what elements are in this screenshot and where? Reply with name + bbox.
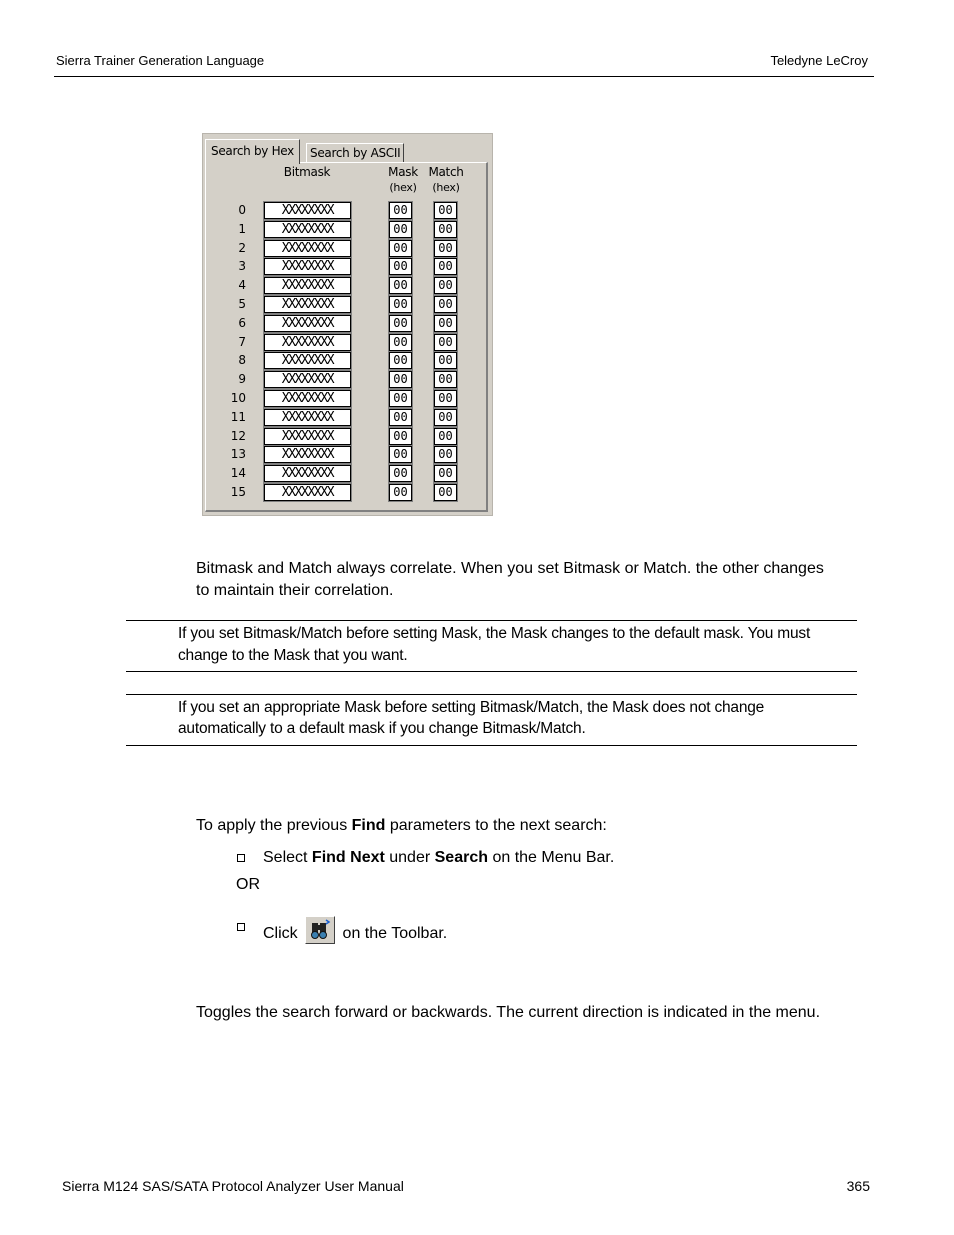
match-field[interactable]: 00 — [434, 390, 457, 407]
search-row — [202, 257, 493, 276]
search-row — [202, 370, 493, 389]
bullet1-checkbox-icon — [237, 854, 245, 862]
search-row — [202, 464, 493, 483]
search-row — [202, 314, 493, 333]
match-field[interactable]: 00 — [434, 484, 457, 501]
mask-field[interactable]: 00 — [389, 409, 412, 426]
mask-field[interactable]: 00 — [389, 202, 412, 219]
bullet2-pre: Click — [263, 925, 303, 942]
row-number: 9 — [238, 372, 246, 387]
bitmask-field[interactable]: XXXXXXXX — [264, 240, 351, 257]
search-row — [202, 389, 493, 408]
mask-header-label: Mask — [388, 165, 418, 179]
search-row — [202, 276, 493, 295]
bitmask-field[interactable]: XXXXXXXX — [264, 277, 351, 294]
row-number: 10 — [230, 391, 246, 405]
search-dialog-screenshot — [202, 133, 493, 516]
bullet1-post: on the Menu Bar. — [488, 849, 615, 866]
bitmask-field[interactable]: XXXXXXXX — [264, 334, 351, 351]
match-field[interactable]: 00 — [434, 240, 457, 257]
bullet1-bold-search: Search — [434, 849, 488, 866]
search-row — [202, 445, 493, 464]
mask-field[interactable]: 00 — [389, 446, 412, 463]
match-field[interactable]: 00 — [434, 296, 457, 313]
search-row — [202, 483, 493, 502]
mask-field[interactable]: 00 — [389, 371, 412, 388]
note2-top-rule — [126, 694, 857, 695]
row-number: 13 — [230, 447, 246, 462]
mask-field[interactable]: 00 — [389, 240, 412, 257]
footer-manual-title: Sierra M124 SAS/SATA Protocol Analyzer User Manual — [62, 1178, 404, 1194]
search-row — [202, 220, 493, 239]
tab-search-by-hex[interactable]: Search by Hex — [205, 139, 300, 164]
apply-paragraph — [196, 815, 607, 837]
row-number: 14 — [230, 466, 246, 481]
row-number: 6 — [238, 315, 246, 330]
bitmask-field[interactable]: XXXXXXXX — [264, 352, 351, 369]
mask-field[interactable]: 00 — [389, 484, 412, 501]
row-number: 12 — [230, 428, 246, 443]
search-row — [202, 427, 493, 446]
bitmask-field[interactable]: XXXXXXXX — [264, 202, 351, 219]
match-field[interactable]: 00 — [434, 352, 457, 369]
search-row — [202, 351, 493, 370]
page-number: 365 — [846, 1178, 870, 1194]
bitmask-field[interactable]: XXXXXXXX — [264, 221, 351, 238]
bullet2-checkbox-icon — [237, 923, 245, 931]
mask-field[interactable]: 00 — [389, 296, 412, 313]
toggle-paragraph: Toggles the search forward or backwards. The current direction is indicated in the menu. — [196, 1004, 821, 1021]
match-field[interactable]: 00 — [434, 446, 457, 463]
mask-field[interactable]: 00 — [389, 352, 412, 369]
mask-field[interactable]: 00 — [389, 221, 412, 238]
mask-field[interactable]: 00 — [389, 465, 412, 482]
search-row — [202, 201, 493, 220]
bitmask-field[interactable]: XXXXXXXX — [264, 409, 351, 426]
mask-field[interactable]: 00 — [389, 315, 412, 332]
tab-search-by-ascii[interactable]: Search by ASCII — [306, 143, 404, 163]
bitmask-field[interactable]: XXXXXXXX — [264, 315, 351, 332]
row-number: 1 — [238, 221, 246, 236]
bullet1-bold-find-next: Find Next — [311, 849, 385, 866]
match-column-header — [421, 165, 471, 195]
match-field[interactable]: 00 — [434, 277, 457, 294]
bullet1-pre: Select — [263, 849, 312, 866]
bullet2-text — [263, 916, 447, 945]
mask-header-hex: (hex) — [389, 181, 417, 194]
bullet1-mid: under — [384, 849, 435, 866]
apply-pre: To apply the previous — [196, 817, 352, 834]
bitmask-field[interactable]: XXXXXXXX — [264, 484, 351, 501]
mask-field[interactable]: 00 — [389, 334, 412, 351]
row-number: 2 — [238, 240, 246, 255]
note1-line1: If you set Bitmask/Match before setting Mask, the Mask changes to the default mask. You must — [178, 625, 811, 642]
match-field[interactable]: 00 — [434, 334, 457, 351]
search-row — [202, 333, 493, 352]
mask-field[interactable]: 00 — [389, 428, 412, 445]
header-rule — [54, 76, 874, 77]
search-row — [202, 239, 493, 258]
bitmask-field[interactable]: XXXXXXXX — [264, 465, 351, 482]
match-field[interactable]: 00 — [434, 315, 457, 332]
row-number: 3 — [238, 259, 246, 274]
row-number: 8 — [238, 353, 246, 368]
correlation-paragraph-line2: to maintain their correlation. — [196, 582, 394, 599]
bitmask-field[interactable]: XXXXXXXX — [264, 428, 351, 445]
bitmask-field[interactable]: XXXXXXXX — [264, 390, 351, 407]
row-number: 5 — [238, 297, 246, 311]
search-row — [202, 295, 493, 314]
note2-line1: If you set an appropriate Mask before setting Bitmask/Match, the Mask does not change — [178, 699, 765, 716]
correlation-paragraph-line1: Bitmask and Match always correlate. When you set Bitmask or Match. the other changes — [196, 560, 824, 577]
match-header-label: Match — [428, 165, 464, 179]
row-number: 7 — [238, 334, 246, 349]
note2-bottom-rule — [126, 745, 857, 746]
match-header-hex: (hex) — [432, 181, 460, 194]
mask-field[interactable]: 00 — [389, 258, 412, 275]
row-number: 15 — [230, 485, 246, 499]
note1-line2: change to the Mask that you want. — [178, 647, 408, 664]
match-field[interactable]: 00 — [434, 221, 457, 238]
find-next-binoculars-icon — [305, 916, 335, 944]
mask-field[interactable]: 00 — [389, 390, 412, 407]
bitmask-column-header: Bitmask — [283, 165, 331, 179]
note1-bottom-rule — [126, 671, 857, 672]
running-header-company: Teledyne LeCroy — [770, 53, 868, 68]
or-text: OR — [236, 876, 260, 893]
bullet2-post: on the Toolbar. — [338, 925, 448, 942]
bitmask-field[interactable]: XXXXXXXX — [264, 296, 351, 313]
bitmask-field[interactable]: XXXXXXXX — [264, 446, 351, 463]
mask-field[interactable]: 00 — [389, 277, 412, 294]
running-header-title: Sierra Trainer Generation Language — [56, 53, 265, 68]
match-field[interactable]: 00 — [434, 409, 457, 426]
match-field[interactable]: 00 — [434, 258, 457, 275]
search-row — [202, 408, 493, 427]
match-field[interactable]: 00 — [434, 202, 457, 219]
match-field[interactable]: 00 — [434, 428, 457, 445]
row-number: 4 — [238, 278, 246, 293]
row-number: 11 — [230, 409, 246, 424]
note1-top-rule — [126, 620, 857, 621]
bitmask-field[interactable]: XXXXXXXX — [264, 258, 351, 275]
bitmask-field[interactable]: XXXXXXXX — [264, 371, 351, 388]
note2-line2: automatically to a default mask if you change Bitmask/Match. — [178, 720, 586, 737]
bullet1-text — [263, 847, 614, 869]
apply-post: parameters to the next search: — [385, 817, 607, 834]
row-number: 0 — [238, 203, 246, 217]
apply-bold-find: Find — [351, 817, 386, 834]
match-field[interactable]: 00 — [434, 465, 457, 482]
match-field[interactable]: 00 — [434, 371, 457, 388]
